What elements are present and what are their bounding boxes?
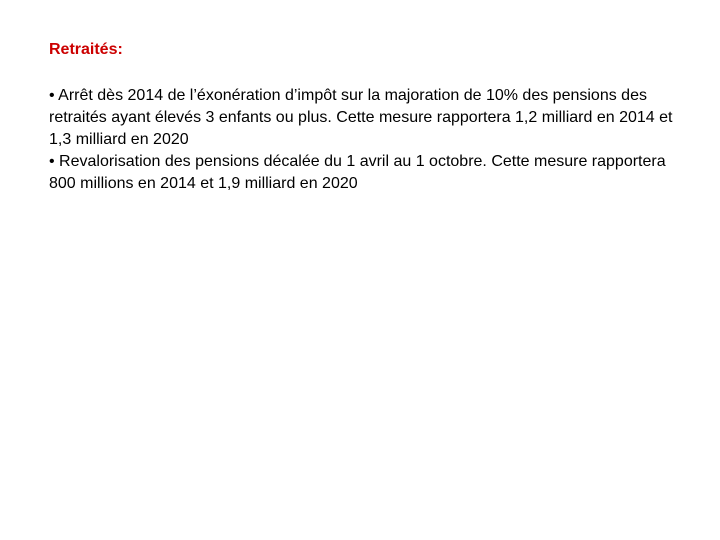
bullet-paragraph: • Revalorisation des pensions décalée du 1 avril au 1 octobre. Cette mesure rapportera 800 millions en 2014 et 1,9 milliard en 2020 [49,153,666,192]
body-text [49,85,689,195]
slide-content [49,40,689,195]
section-heading: Retraités: [49,41,123,58]
bullet-paragraph: • Arrêt dès 2014 de l’éxonération d’impôt sur la majoration de 10% des pensions des retraités ayant élevés 3 enfants ou plus. Cette mesure rapportera 1,2 milliard en 2014 et 1,3 milliard en 2020 [49,87,673,148]
